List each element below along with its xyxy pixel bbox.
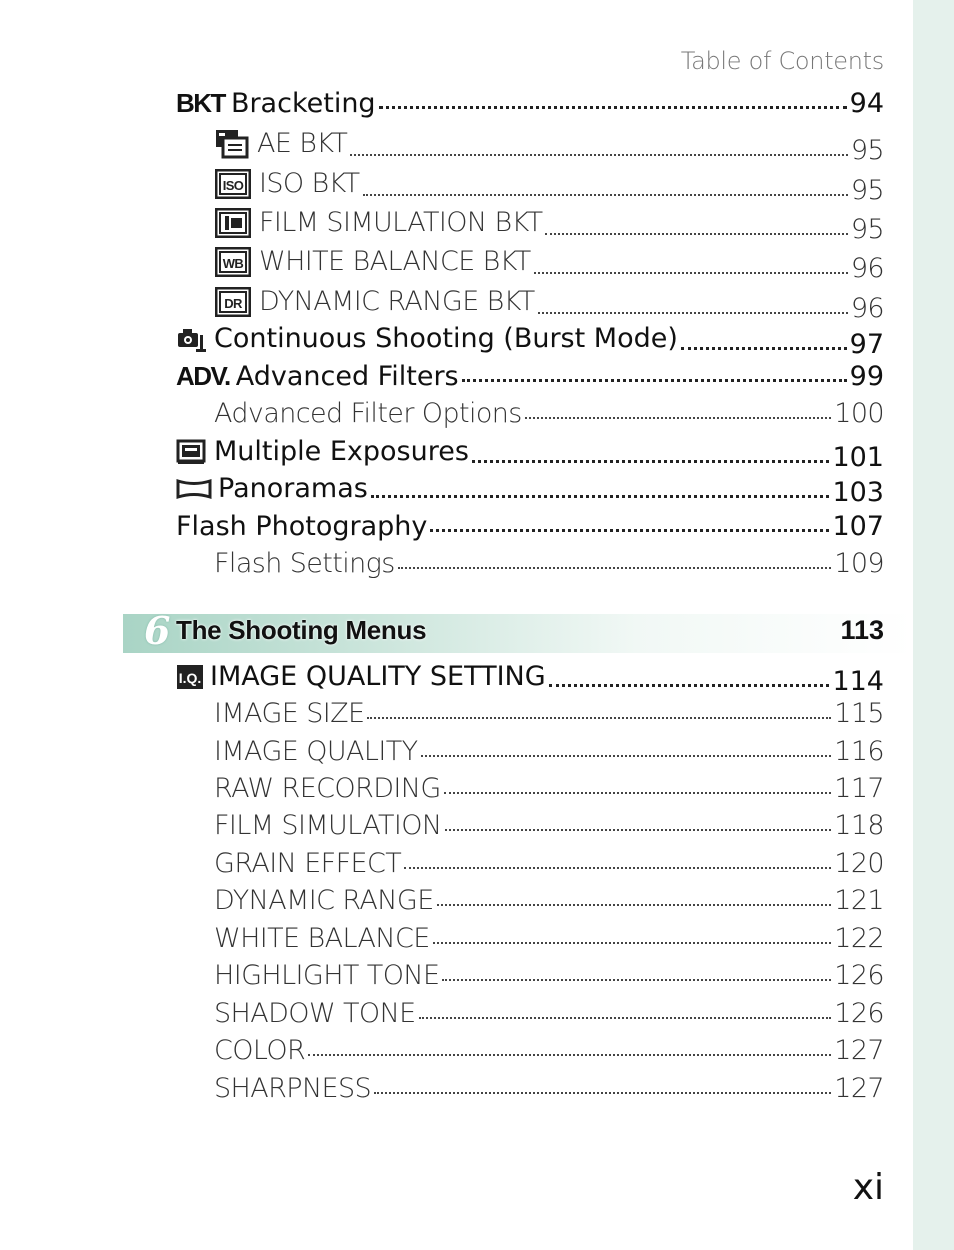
bkt-tag: BKT <box>176 88 225 118</box>
entry-page: 116 <box>834 736 884 767</box>
page-number: xi <box>852 1167 884 1208</box>
toc-entry-ae-bkt[interactable] <box>0 128 954 166</box>
entry-label: DYNAMIC RANGE BKT <box>259 286 535 317</box>
entry-label: RAW RECORDING <box>214 773 441 804</box>
dot-leader <box>525 417 831 419</box>
entry-label: DYNAMIC RANGE <box>214 885 434 916</box>
svg-text:I.Q.: I.Q. <box>178 669 202 686</box>
toc-entry-dynamic-range-bkt[interactable] <box>0 286 954 324</box>
white-balance-bkt-icon <box>215 247 251 277</box>
dot-leader <box>419 1017 832 1019</box>
chapter-title: The Shooting Menus <box>176 615 427 645</box>
film-simulation-bkt-icon <box>215 208 251 238</box>
entry-label: Advanced Filter Options <box>214 398 522 429</box>
entry-label: FILM SIMULATION <box>214 810 442 841</box>
entry-label: WHITE BALANCE <box>214 923 430 954</box>
entry-label: Flash Settings <box>214 548 395 579</box>
dot-leader <box>363 194 848 196</box>
entry-label: COLOR <box>214 1035 306 1066</box>
toc-entry-white-balance-bkt[interactable] <box>0 246 954 284</box>
entry-label: Continuous Shooting (Burst Mode) <box>214 323 678 354</box>
entry-label: ISO BKT <box>259 168 360 199</box>
entry-label: SHADOW TONE <box>214 998 416 1029</box>
entry-page: 117 <box>834 773 884 804</box>
adv-tag: ADV. <box>176 361 230 391</box>
toc-entry-color[interactable] <box>0 1035 954 1066</box>
entry-page: 96 <box>850 252 884 284</box>
entry-label: Advanced Filters <box>235 361 459 392</box>
toc-entry-film-simulation[interactable] <box>0 810 954 841</box>
toc-entry-multiple-exposures[interactable] <box>0 436 954 473</box>
entry-page: 101 <box>832 441 884 473</box>
dot-leader <box>374 1092 831 1094</box>
entry-label: Flash Photography <box>176 511 428 542</box>
image-quality-icon <box>176 664 204 690</box>
entry-label: FILM SIMULATION BKT <box>259 207 543 238</box>
toc-entry-flash-settings[interactable] <box>0 548 954 579</box>
toc-entry-bracketing[interactable] <box>0 88 954 119</box>
toc-entry-sharpness[interactable] <box>0 1073 954 1104</box>
entry-page: 126 <box>834 960 884 991</box>
toc-entry-panoramas[interactable] <box>0 473 954 508</box>
toc-entry-highlight-tone[interactable] <box>0 960 954 991</box>
entry-label: WHITE BALANCE BKT <box>259 246 531 277</box>
entry-page: 95 <box>850 213 884 245</box>
toc-entry-white-balance[interactable] <box>0 923 954 954</box>
dot-leader <box>398 567 832 569</box>
panorama-icon <box>176 477 212 501</box>
toc-entry-raw-recording[interactable] <box>0 773 954 804</box>
dot-leader <box>442 979 831 981</box>
entry-page: 95 <box>850 174 884 206</box>
entry-page: 126 <box>834 998 884 1029</box>
toc-entry-dynamic-range[interactable] <box>0 885 954 916</box>
toc-entry-image-quality[interactable] <box>0 736 954 767</box>
dot-leader <box>472 460 830 463</box>
entry-label: GRAIN EFFECT <box>214 848 402 879</box>
dot-leader <box>367 717 831 719</box>
entry-page: 120 <box>834 848 884 879</box>
dot-leader <box>445 829 832 831</box>
entry-page: 103 <box>832 476 884 508</box>
entry-page: 114 <box>832 665 884 697</box>
entry-page: 122 <box>834 923 884 954</box>
svg-text:ISO: ISO <box>222 177 244 193</box>
toc-entry-film-simulation-bkt[interactable] <box>0 207 954 245</box>
entry-label: Multiple Exposures <box>214 436 469 467</box>
dot-leader <box>538 312 848 314</box>
svg-text:WB: WB <box>222 255 244 271</box>
dot-leader <box>437 904 832 906</box>
chapter-number: 6 <box>144 608 171 653</box>
entry-label: SHARPNESS <box>214 1073 372 1104</box>
svg-text:DR: DR <box>224 295 242 311</box>
iso-bkt-icon <box>215 169 251 199</box>
entry-label: Panoramas <box>218 473 368 504</box>
entry-page: 115 <box>834 698 884 729</box>
entry-page: 109 <box>834 548 884 579</box>
toc-entry-advanced-filters[interactable] <box>0 361 954 392</box>
dot-leader <box>681 347 847 350</box>
toc-entry-iso-bkt[interactable] <box>0 168 954 206</box>
dot-leader <box>350 154 848 156</box>
dot-leader <box>430 529 829 532</box>
entry-page: 127 <box>834 1035 884 1066</box>
toc-entry-flash-photography[interactable] <box>0 511 954 542</box>
entry-label: IMAGE SIZE <box>214 698 365 729</box>
entry-page: 94 <box>849 88 884 119</box>
entry-page: 95 <box>850 134 884 166</box>
entry-label: AE BKT <box>257 128 348 159</box>
dot-leader <box>462 379 847 382</box>
entry-page: 97 <box>849 328 884 360</box>
dot-leader <box>444 792 832 794</box>
toc-entry-continuous-shooting[interactable] <box>0 323 954 360</box>
dot-leader <box>404 867 831 869</box>
entry-label: HIGHLIGHT TONE <box>214 960 440 991</box>
chapter-page: 113 <box>840 615 884 645</box>
entry-page: 99 <box>849 361 884 392</box>
dot-leader <box>534 272 848 274</box>
dot-leader <box>421 755 832 757</box>
running-header: Table of Contents <box>680 47 884 75</box>
entry-label: Bracketing <box>230 88 376 119</box>
toc-entry-image-size[interactable] <box>0 698 954 729</box>
entry-page: 96 <box>850 292 884 324</box>
entry-page: 127 <box>834 1073 884 1104</box>
entry-page: 118 <box>834 810 884 841</box>
dynamic-range-bkt-icon <box>215 287 251 317</box>
toc-entry-image-quality-setting[interactable] <box>0 661 954 697</box>
dot-leader <box>379 106 847 109</box>
dot-leader <box>549 684 830 687</box>
toc-entry-advanced-filter-options[interactable] <box>0 398 954 429</box>
multiple-exposure-icon <box>176 438 208 466</box>
ae-bkt-icon <box>215 129 249 159</box>
dot-leader <box>308 1054 831 1056</box>
entry-label: IMAGE QUALITY SETTING <box>210 661 546 692</box>
burst-mode-icon <box>176 325 208 353</box>
entry-page: 100 <box>834 398 884 429</box>
dot-leader <box>371 495 830 498</box>
entry-label: IMAGE QUALITY <box>214 736 418 767</box>
dot-leader <box>545 233 847 235</box>
toc-entry-grain-effect[interactable] <box>0 848 954 879</box>
entry-page: 107 <box>832 511 884 542</box>
entry-page: 121 <box>834 885 884 916</box>
toc-entry-shadow-tone[interactable] <box>0 998 954 1029</box>
dot-leader <box>433 942 832 944</box>
